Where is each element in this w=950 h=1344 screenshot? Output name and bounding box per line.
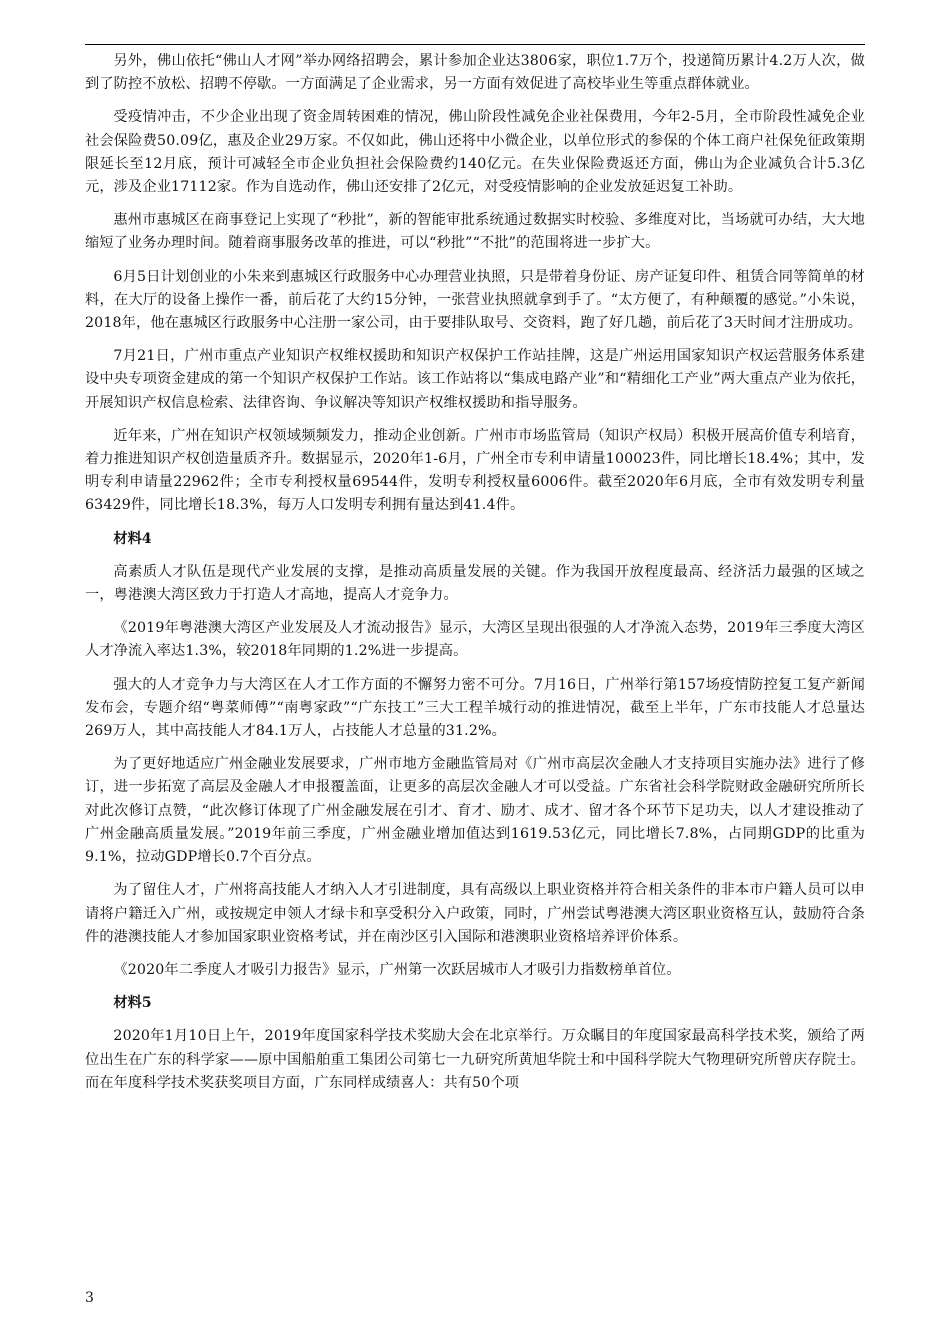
paragraph-foshan-social-insurance: 受疫情冲击，不少企业出现了资金周转困难的情况，佛山阶段性减免企业社保费用，今年2-5月，全市阶段性减免企业社会保险费50.09亿，惠及企业29万家。不仅如此，佛山还将中小微企业，以单位形式的参保的个体工商户社保免征政策期限延长至12月底，预计可减轻全市企业负担社会保险费约140亿元。在失业保险费返还方面，佛山为企业减负合计5.3亿元，涉及企业17112家。作为自选动作，佛山还安排了2亿元，对受疫情影响的企业发放延迟复工补助。	[85, 109, 865, 196]
paragraph-talent-attraction-report: 《2020年二季度人才吸引力报告》显示，广州第一次跃居城市人才吸引力指数榜单首位。	[113, 961, 681, 978]
section-heading-material-5: 材料5	[113, 995, 152, 1012]
paragraph-finance-talent: 为了更好地适应广州金融业发展要求，广州市地方金融监管局对《广州市高层次金融人才支持项目实施办法》进行了修订，进一步拓宽了高层及金融人才申报覆盖面，让更多的高层次金融人才可以受益。广东省社会科学院财政金融研究所所长对此次修订点赞，“此次修订体现了广州金融发展在引才、育才、励才、成才、留才各个环节下足功夫，以人才建设推动了广州金融高质量发展。”2019年前三季度，广州金融业增加值达到1619.53亿元，同比增长7.8%，占同期GDP的比重为9.1%，拉动GDP增长0.7个百分点。	[85, 756, 865, 866]
paragraph-skilled-talent: 强大的人才竞争力与大湾区在人才工作方面的不懈努力密不可分。7月16日，广州举行第157场疫情防控复工复产新闻发布会，专题介绍“粤菜师傅”“南粤家政”“广东技工”三大工程羊城行动的推进情况，截至上半年，广东市技能人才总量达269万人，其中高技能人才84.1万人，占技能人才总量的31.2%。	[85, 676, 865, 740]
paragraph-huizhou-instant-approval: 惠州市惠城区在商事登记上实现了“秒批”，新的智能审批系统通过数据实时校验、多维度对比，当场就可办结，大大地缩短了业务办理时间。随着商事服务改革的推进，可以“秒批”“不批”的范围将进一步扩大。	[85, 212, 865, 252]
paragraph-guangzhou-patent-data: 近年来，广州在知识产权领域频频发力，推动企业创新。广州市市场监管局（知识产权局）积极开展高价值专利培育，着力推进知识产权创造量质齐升。数据显示，2020年1-6月，广州全市专利申请量100023件，同比增长18.4%；其中，发明专利申请量22962件；全市专利授权量69544件，发明专利授权量6006件。截至2020年6月底，全市有效发明专利量63429件，同比增长18.3%，每万人口发明专利拥有量达到41.4件。	[85, 427, 865, 514]
paragraph-talent-flow-report: 《2019年粤港澳大湾区产业发展及人才流动报告》显示，大湾区呈现出很强的人才净流入态势，2019年三季度大湾区人才净流入率达1.3%，较2018年同期的1.2%进一步提高。	[85, 620, 865, 660]
paragraph-foshan-recruitment: 另外，佛山依托“佛山人才网”举办网络招聘会，累计参加企业达3806家，职位1.7万个，投递简历累计4.2万人次，做到了防控不放松、招聘不停歇。一方面满足了企业需求，另一方面有效促进了高校毕业生等重点群体就业。	[85, 53, 865, 93]
paragraph-talent-intro: 高素质人才队伍是现代产业发展的支撑，是推动高质量发展的关键。作为我国开放程度最高、经济活力最强的区域之一，粤港澳大湾区致力于打造人才高地，提高人才竞争力。	[85, 563, 865, 604]
paragraph-retain-talent: 为了留住人才，广州将高技能人才纳入人才引进制度，具有高级以上职业资格并符合相关条件的非本市户籍人员可以申请将户籍迁入广州，或按规定申领人才绿卡和享受积分入户政策，同时，广州尝试粤港澳大湾区职业资格互认，鼓励符合条件的港澳技能人才参加国家职业资格考试，并在南沙区引入国际和港澳职业资格培养评价体系。	[85, 882, 865, 945]
page-number: 3	[85, 1290, 94, 1306]
header-rule	[85, 44, 865, 45]
paragraph-guangzhou-ip-workstation: 7月21日，广州市重点产业知识产权维权援助和知识产权保护工作站挂牌，这是广州运用国家知识产权运营服务体系建设中央专项资金建成的第一个知识产权保护工作站。该工作站将以“集成电路产业”和“精细化工产业”两大重点产业为依托，开展知识产权信息检索、法律咨询、争议解决等知识产权维权援助和指导服务。	[85, 348, 865, 411]
section-heading-material-4: 材料4	[113, 530, 152, 547]
paragraph-science-award: 2020年1月10日上午，2019年度国家科学技术奖励大会在北京举行。万众瞩目的年度国家最高科学技术奖，颁给了两位出生在广东的科学家——原中国船舶重工集团公司第七一九研究所黄旭华院士和中国科学院大气物理研究所曾庆存院士。而在年度科学技术奖获奖项目方面，广东同样成绩喜人：共有50个项	[85, 1028, 865, 1091]
document-body	[85, 50, 865, 1105]
paragraph-xiaozhu-business-license: 6月5日计划创业的小朱来到惠城区行政服务中心办理营业执照，只是带着身份证、房产证复印件、租赁合同等简单的材料，在大厅的设备上操作一番，前后花了大约15分钟，一张营业执照就拿到手了。“太方便了，有种颠覆的感觉。”小朱说，2018年，他在惠城区行政服务中心注册一家公司，由于要排队取号、交资料，跑了好几趟，前后花了3天时间才注册成功。	[85, 268, 865, 332]
